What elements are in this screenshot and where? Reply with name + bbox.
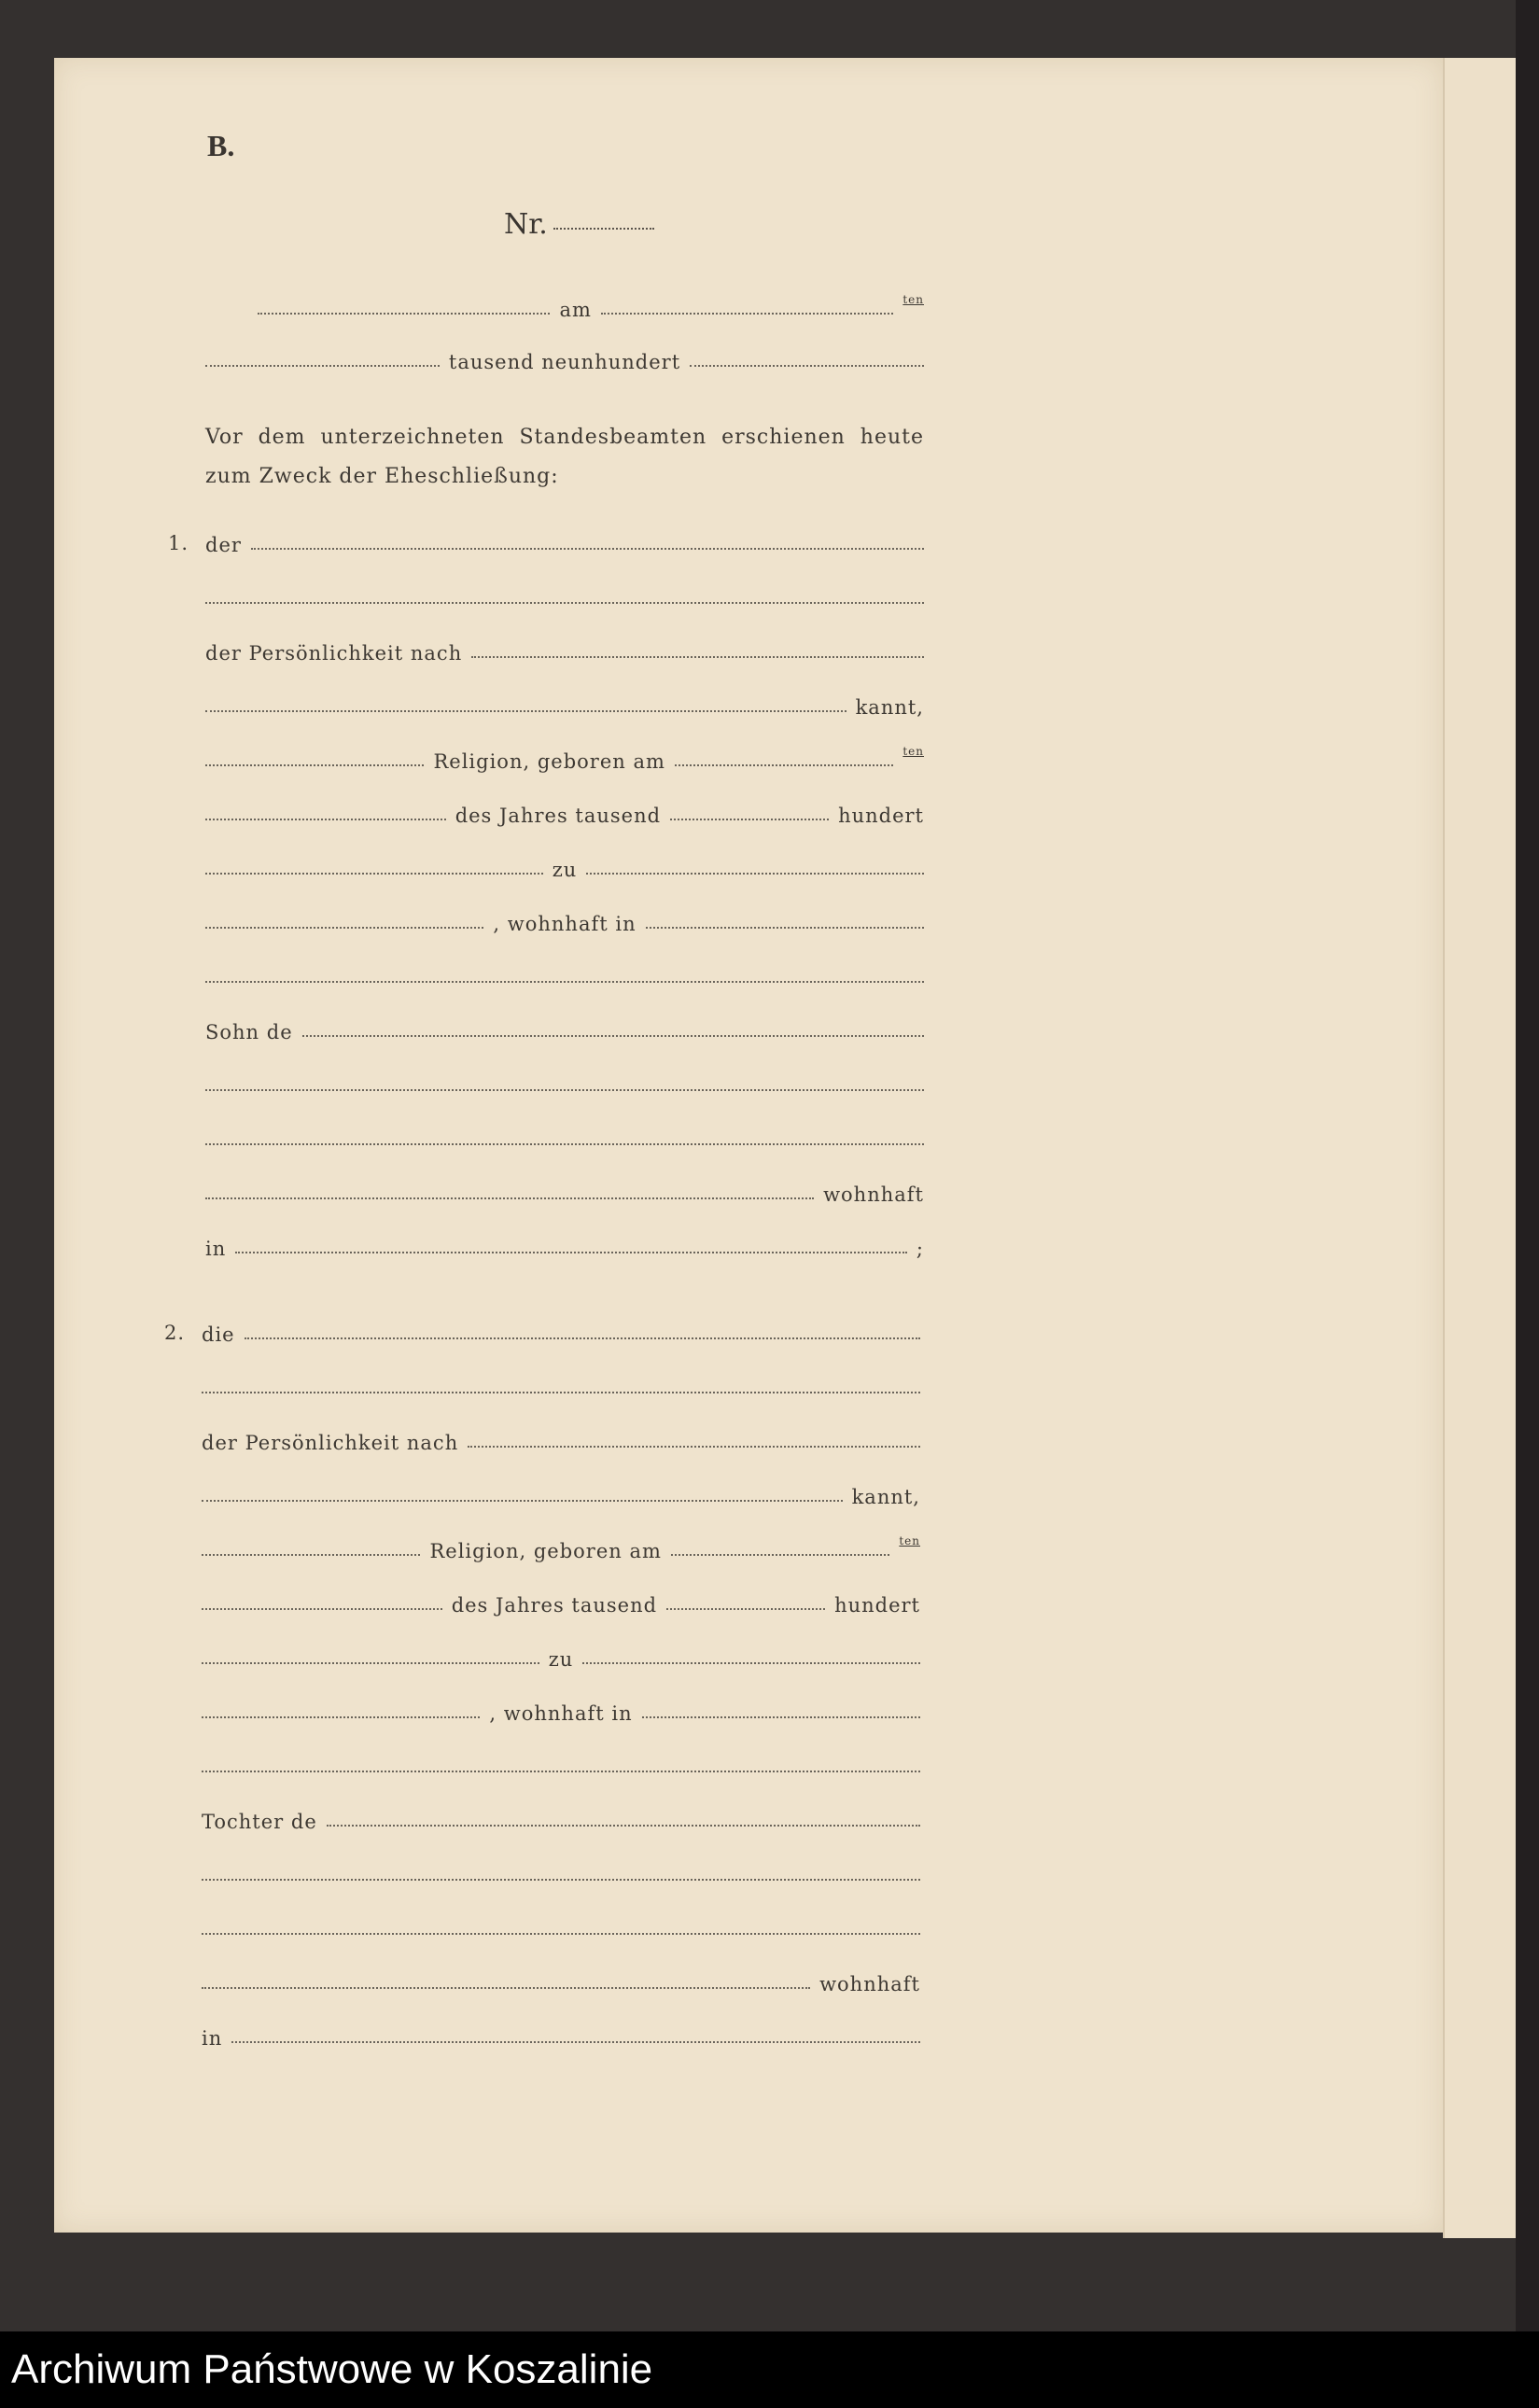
- bride-line-8: [202, 1693, 920, 1725]
- groom-residing-short-label: wohnhaft: [823, 1183, 924, 1206]
- groom-hundred-label: hundert: [838, 805, 924, 827]
- bride-parents-cont2-field[interactable]: [202, 1933, 920, 1935]
- groom-birthdate-field[interactable]: [675, 764, 893, 766]
- groom-personality-label: der Persönlichkeit nach: [205, 642, 463, 665]
- adjacent-page-edge: [1443, 58, 1518, 2238]
- groom-religion-label: Religion, geboren am: [433, 750, 665, 773]
- groom-occupation-field[interactable]: [205, 602, 924, 604]
- bride-line-4: [202, 1477, 920, 1508]
- bride-birthday-field[interactable]: [202, 1608, 442, 1610]
- groom-birthplace-field[interactable]: [586, 873, 924, 875]
- bride-line-2: [202, 1368, 920, 1400]
- groom-child-label: Sohn de: [205, 1021, 293, 1043]
- groom-birthday-field[interactable]: [205, 819, 446, 820]
- groom-identity-field[interactable]: [471, 656, 924, 658]
- groom-residing-label: , wohnhaft in: [493, 913, 637, 935]
- bride-occupation-field[interactable]: [202, 1392, 920, 1393]
- bride-residing-label: , wohnhaft in: [489, 1702, 633, 1725]
- bride-line-11: [202, 1855, 920, 1887]
- bride-child-label: Tochter de: [202, 1811, 317, 1833]
- groom-parents-cont-field[interactable]: [205, 1089, 924, 1091]
- bride-parents-cont-field[interactable]: [202, 1879, 920, 1881]
- bride-line-9: [202, 1747, 920, 1779]
- groom-parents-residence-field[interactable]: [205, 1197, 814, 1199]
- groom-known-field[interactable]: [205, 710, 846, 712]
- bride-parents-field[interactable]: [327, 1825, 920, 1827]
- bride-line-1: [164, 1314, 920, 1346]
- bride-lead: die: [202, 1323, 235, 1346]
- bride-number: 2.: [164, 1322, 186, 1344]
- groom-religion-field[interactable]: [205, 764, 424, 766]
- bride-known-field[interactable]: [202, 1500, 843, 1502]
- section-letter: B.: [207, 129, 235, 162]
- bride-residing-short-label: wohnhaft: [819, 1973, 920, 1995]
- nr-label: Nr.: [504, 208, 548, 241]
- bride-birth-suffix: ten: [899, 1534, 920, 1547]
- groom-birthplace-cont-field[interactable]: [205, 927, 483, 929]
- date-suffix: ten: [902, 293, 924, 306]
- groom-line-4: [205, 687, 924, 719]
- bride-name-field[interactable]: [245, 1337, 920, 1339]
- bride-identity-field[interactable]: [468, 1446, 920, 1448]
- bride-residence-field[interactable]: [642, 1716, 920, 1718]
- groom-line-13: [205, 1174, 924, 1206]
- bride-religion-field[interactable]: [202, 1554, 420, 1556]
- bride-line-13: [202, 1964, 920, 1995]
- am-label: am: [559, 299, 592, 321]
- groom-parents-place-field[interactable]: [235, 1252, 907, 1253]
- bride-line-5: [202, 1531, 920, 1562]
- groom-line-7: [205, 849, 924, 881]
- groom-parents-field[interactable]: [302, 1035, 924, 1037]
- archive-footer-bar: [0, 2331, 1539, 2408]
- place-field[interactable]: [258, 313, 550, 315]
- record-number-row: [504, 208, 654, 241]
- book-binding: [1516, 0, 1539, 2331]
- bride-birthyear-field[interactable]: [666, 1608, 825, 1610]
- bride-line-12: [202, 1910, 920, 1941]
- groom-line-2: [205, 579, 924, 610]
- groom-line-6: [205, 795, 924, 827]
- groom-lead: der: [205, 534, 242, 556]
- year-label: tausend neunhundert: [448, 351, 681, 373]
- bride-hundred-label: hundert: [834, 1594, 920, 1617]
- bride-line-10: [202, 1801, 920, 1833]
- groom-parents-cont2-field[interactable]: [205, 1143, 924, 1145]
- groom-line-9: [205, 958, 924, 989]
- groom-year-label: des Jahres tausend: [455, 805, 662, 827]
- bride-birthplace-cont-field[interactable]: [202, 1716, 480, 1718]
- year-line: [205, 342, 924, 373]
- groom-zu-label: zu: [552, 859, 578, 881]
- groom-line-10: [205, 1012, 924, 1043]
- groom-residence-cont-field[interactable]: [205, 981, 924, 983]
- bride-residence-cont-field[interactable]: [202, 1771, 920, 1772]
- bride-line-3: [202, 1422, 920, 1454]
- bride-zu-label: zu: [548, 1648, 574, 1671]
- groom-birthyear-field[interactable]: [670, 819, 829, 820]
- date-field[interactable]: [601, 313, 893, 315]
- groom-birthyear-cont-field[interactable]: [205, 873, 543, 875]
- groom-line-1: [168, 525, 924, 556]
- bride-parents-residence-field[interactable]: [202, 1987, 810, 1989]
- bride-birthyear-cont-field[interactable]: [202, 1662, 539, 1664]
- nr-field[interactable]: [553, 228, 654, 230]
- intro-paragraph: Vor dem unterzeichneten Standesbeamten erschienen heute zum Zweck der Eheschließung:: [205, 426, 924, 488]
- groom-line-11: [205, 1066, 924, 1098]
- bride-line-6: [202, 1585, 920, 1617]
- groom-line-12: [205, 1120, 924, 1152]
- groom-line-5: [205, 741, 924, 773]
- date-line: [258, 289, 924, 321]
- year-suffix-field[interactable]: [690, 365, 924, 367]
- bride-in-label: in: [202, 2027, 223, 2050]
- bride-parents-place-field[interactable]: [231, 2041, 920, 2043]
- bride-birthdate-field[interactable]: [671, 1554, 889, 1556]
- bride-line-14: [202, 2018, 920, 2050]
- bride-known-label: kannt,: [851, 1486, 920, 1508]
- archive-name: Archiwum Państwowe w Koszalinie: [11, 2346, 653, 2392]
- groom-line-14: [205, 1228, 924, 1260]
- bride-personality-label: der Persönlichkeit nach: [202, 1432, 459, 1454]
- bride-line-7: [202, 1639, 920, 1671]
- groom-birth-suffix: ten: [902, 745, 924, 758]
- groom-line-3: [205, 633, 924, 665]
- groom-number: 1.: [168, 532, 189, 554]
- groom-line-8: [205, 903, 924, 935]
- groom-residence-field[interactable]: [646, 927, 924, 929]
- bride-year-label: des Jahres tausend: [451, 1594, 658, 1617]
- groom-name-field[interactable]: [251, 548, 924, 550]
- year-prefix-field[interactable]: [205, 365, 440, 367]
- groom-end-mark: ;: [916, 1238, 924, 1260]
- bride-religion-label: Religion, geboren am: [429, 1540, 662, 1562]
- groom-known-label: kannt,: [855, 696, 924, 719]
- bride-birthplace-field[interactable]: [582, 1662, 920, 1664]
- groom-in-label: in: [205, 1238, 227, 1260]
